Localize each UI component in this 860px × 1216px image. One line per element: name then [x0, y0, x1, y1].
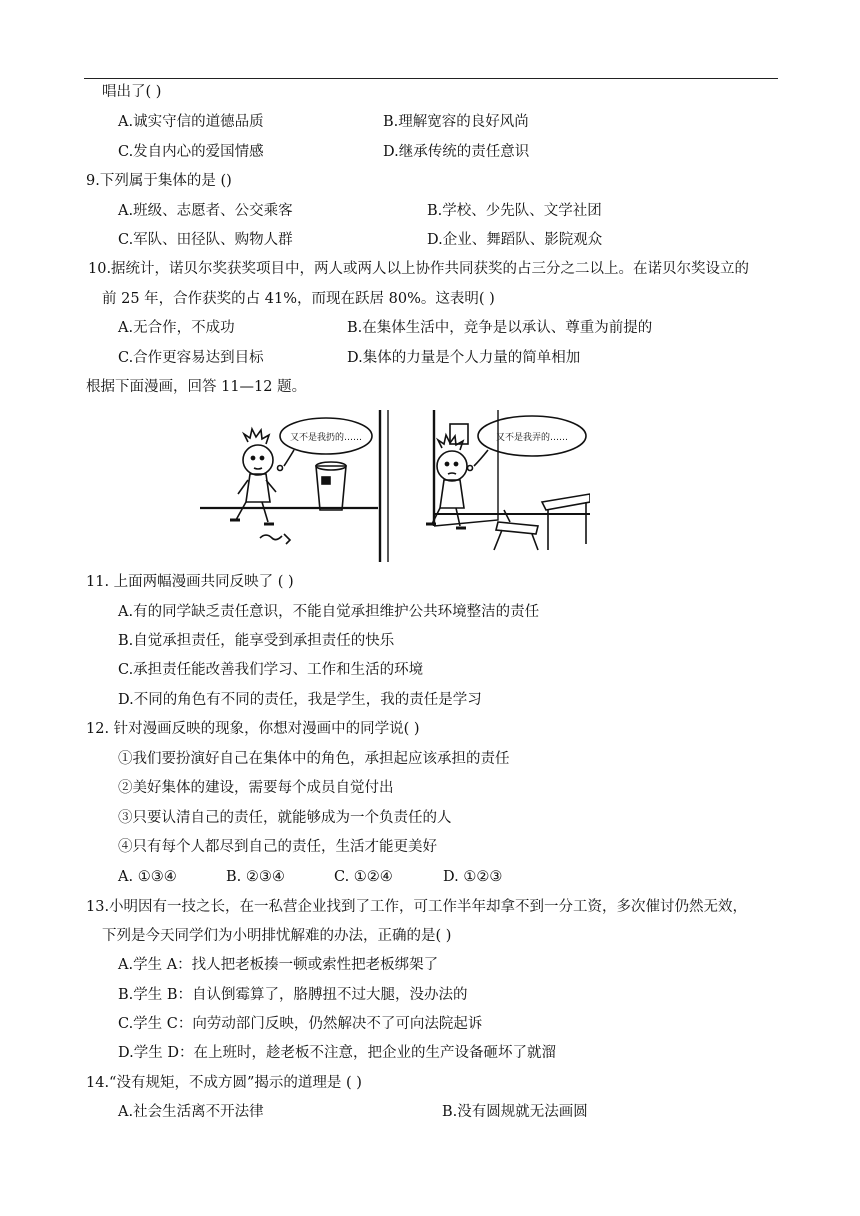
- left-boy-figure: [230, 429, 276, 524]
- header-rule: [84, 78, 778, 79]
- q12-option-d: D. ①②③: [443, 869, 503, 885]
- q9-option-d: D.企业、舞蹈队、影院观众: [427, 232, 603, 248]
- q12-option-b: B. ②③④: [226, 869, 285, 885]
- q14-option-a: A.社会生活离不开法律: [118, 1104, 264, 1120]
- q10-option-b: B.在集体生活中，竞争是以承认、尊重为前提的: [347, 320, 653, 336]
- q10-option-d: D.集体的力量是个人力量的简单相加: [347, 350, 581, 366]
- q10-stem-line1: 10.据统计，诺贝尔奖获奖项目中，两人或两人以上协作共同获奖的占三分之二以上。在诺贝尔奖设立的: [88, 261, 750, 277]
- q12-option-a: A. ①③④: [118, 869, 177, 885]
- q12-statement-2: ②美好集体的建设，需要每个成员自觉付出: [118, 780, 394, 796]
- q12-statement-3: ③只要认清自己的责任，就能够成为一个负责任的人: [118, 810, 452, 826]
- q9-option-a: A.班级、志愿者、公交乘客: [118, 203, 293, 219]
- q8-option-c: C.发自内心的爱国情感: [118, 144, 264, 160]
- q9-option-b: B.学校、少先队、文学社团: [427, 203, 602, 219]
- q8-option-b: B.理解宽容的良好风尚: [383, 114, 529, 130]
- cartoon-intro: 根据下面漫画，回答 11—12 题。: [86, 379, 307, 395]
- q10-option-c: C.合作更容易达到目标: [118, 350, 264, 366]
- q13-option-b: B.学生 B：自认倒霉算了，胳膊扭不过大腿，没办法的: [118, 987, 468, 1003]
- trash-can: [316, 466, 346, 510]
- q14-stem: 14.“没有规矩，不成方圆”揭示的道理是 ( ): [86, 1075, 362, 1091]
- q14-option-b: B.没有圆规就无法画圆: [442, 1104, 588, 1120]
- q12-stem: 12. 针对漫画反映的现象，你想对漫画中的同学说( ): [86, 721, 420, 737]
- q8-option-a: A.诚实守信的道德品质: [118, 114, 264, 130]
- right-bubble-text: 又不是我弄的……: [495, 433, 569, 443]
- q12-statement-1: ①我们要扮演好自己在集体中的角色，承担起应该承担的责任: [118, 751, 510, 767]
- q12-option-c: C. ①②④: [334, 869, 393, 885]
- q9-option-c: C.军队、田径队、购物人群: [118, 232, 293, 248]
- q11-option-c: C.承担责任能改善我们学习、工作和生活的环境: [118, 662, 424, 678]
- q9-stem: 9.下列属于集体的是 (): [86, 173, 232, 189]
- q11-option-a: A.有的同学缺乏责任意识，不能自觉承担维护公共环境整洁的责任: [118, 604, 540, 620]
- q11-option-b: B.自觉承担责任，能享受到承担责任的快乐: [118, 633, 395, 649]
- q11-option-d: D.不同的角色有不同的责任，我是学生，我的责任是学习: [118, 692, 482, 708]
- q8-option-d: D.继承传统的责任意识: [383, 144, 530, 160]
- q13-stem-line2: 下列是今天同学们为小明排忧解难的办法，正确的是( ): [102, 928, 452, 944]
- q12-statement-4: ④只有每个人都尽到自己的责任，生活才能更美好: [118, 839, 437, 855]
- q10-stem-line2: 前 25 年，合作获奖的占 41%，而现在跃居 80%。这表明( ): [102, 291, 495, 307]
- left-bubble-text: 又不是我扔的……: [289, 433, 363, 443]
- fallen-chair: [494, 510, 538, 550]
- q11-stem: 11. 上面两幅漫画共同反映了 ( ): [86, 574, 294, 590]
- q13-option-c: C.学生 C：向劳动部门反映，仍然解决不了可向法院起诉: [118, 1016, 483, 1032]
- q10-option-a: A.无合作，不成功: [118, 320, 235, 336]
- q13-option-a: A.学生 A：找人把老板揍一顿或索性把老板绑架了: [118, 957, 439, 973]
- desk: [542, 494, 590, 510]
- q8-stem-tail: 唱出了( ): [102, 84, 162, 100]
- q13-stem-line1: 13.小明因有一技之长，在一私营企业找到了工作，可工作半年却拿不到一分工资，多次催讨仍然无效，: [86, 899, 748, 915]
- q13-option-d: D.学生 D：在上班时，趁老板不注意，把企业的生产设备砸坏了就溜: [118, 1045, 556, 1061]
- cartoon-illustration: [198, 410, 590, 562]
